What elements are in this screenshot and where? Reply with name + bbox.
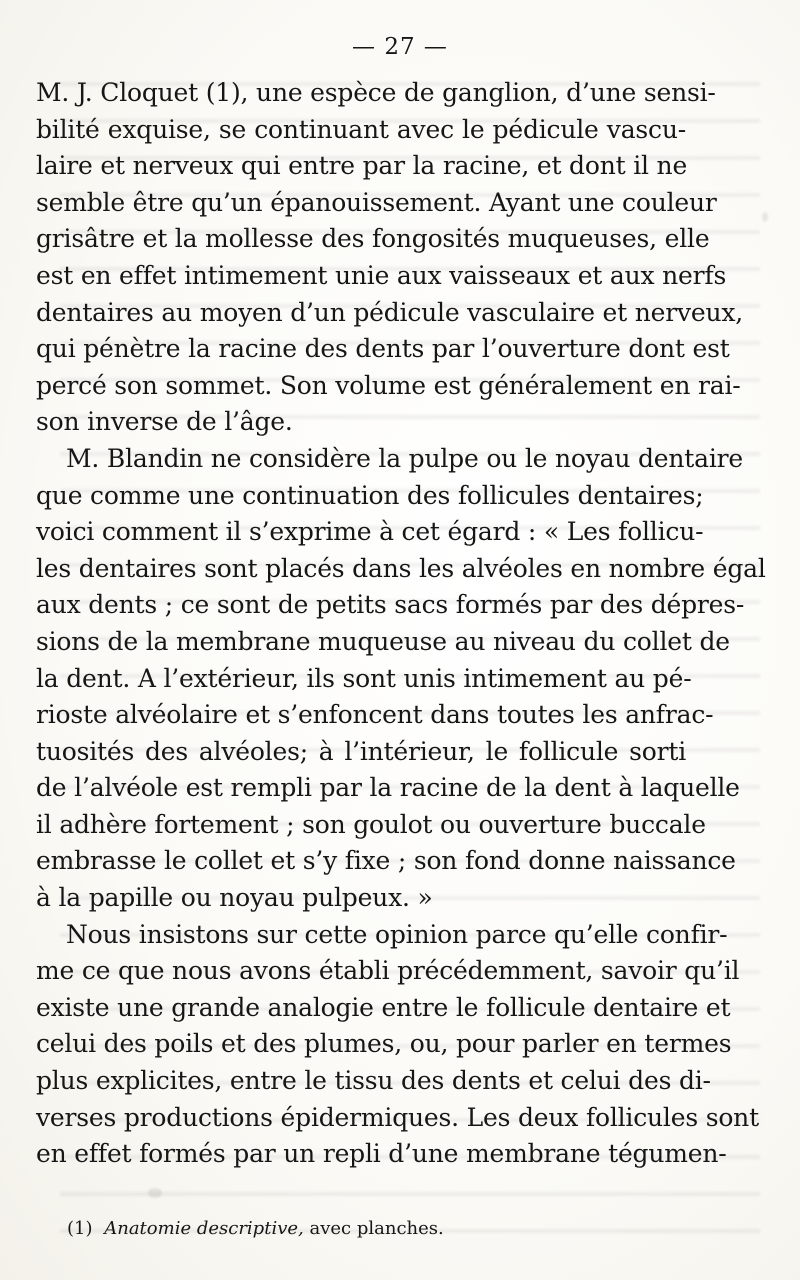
- text-line: existe une grande analogie entre le follicule dentaire et: [36, 992, 731, 1022]
- text-line: bilité exquise, se continuant avec le pédicule vascu-: [36, 114, 686, 144]
- text-line: plus explicites, entre le tissu des dents et celui des di-: [36, 1066, 711, 1096]
- text-line: embrasse le collet et s’y fixe ; son fond donne naissance: [36, 846, 736, 876]
- text-line: qui pénètre la racine des dents par l’ouverture dont est: [36, 334, 730, 364]
- ink-smudge: [148, 1188, 162, 1198]
- text-line: verses productions épidermiques. Les deux follicules sont: [36, 1102, 759, 1132]
- text-line: tuosités des alvéoles; à l’intérieur, le follicule sorti: [36, 736, 686, 766]
- footnote-marker: (1): [67, 1218, 93, 1239]
- text-line: me ce que nous avons établi précédemment, savoir qu’il: [36, 956, 740, 986]
- text-line: de l’alvéole est rempli par la racine de la dent à laquelle: [36, 773, 740, 803]
- text-line: voici comment il s’exprime à cet égard : « Les follicu-: [36, 517, 704, 547]
- text-line: grisâtre et la mollesse des fongosités muqueuses, elle: [36, 224, 710, 254]
- footnote-text: avec planches.: [309, 1218, 444, 1239]
- ink-smudge: [762, 212, 768, 222]
- text-line: percé son sommet. Son volume est généralement en rai-: [36, 370, 741, 400]
- text-line: M. Blandin ne considère la pulpe ou le noyau dentaire: [66, 443, 743, 473]
- text-line: celui des poils et des plumes, ou, pour parler en termes: [36, 1029, 732, 1059]
- text-line: à la papille ou noyau pulpeux. »: [36, 883, 433, 913]
- text-line: Nous insistons sur cette opinion parce qu’elle confir-: [66, 919, 728, 949]
- text-line: en effet formés par un repli d’une membrane tégumen-: [36, 1139, 727, 1169]
- text-line: son inverse de l’âge.: [36, 407, 293, 437]
- text-line: semble être qu’un épanouissement. Ayant une couleur: [36, 187, 717, 217]
- text-line: rioste alvéolaire et s’enfoncent dans toutes les anfrac-: [36, 700, 714, 730]
- text-line: dentaires au moyen d’un pédicule vasculaire et nerveux,: [36, 297, 744, 327]
- body-text: [36, 75, 766, 1173]
- text-line: la dent. A l’extérieur, ils sont unis intimement au pé-: [36, 663, 692, 693]
- text-line: est en effet intimement unie aux vaisseaux et aux nerfs: [36, 260, 727, 290]
- text-line: laire et nerveux qui entre par la racine, et dont il ne: [36, 151, 688, 181]
- footnote: [67, 1218, 444, 1239]
- text-line: sions de la membrane muqueuse au niveau du collet de: [36, 626, 730, 656]
- text-line: il adhère fortement ; son goulot ou ouverture buccale: [36, 809, 706, 839]
- page-number: — 27 —: [352, 34, 448, 60]
- text-line: M. J. Cloquet (1), une espèce de ganglion, d’une sensi-: [36, 78, 716, 107]
- text-line: aux dents ; ce sont de petits sacs formés par des dépres-: [36, 590, 745, 620]
- text-line: les dentaires sont placés dans les alvéoles en nombre égal: [36, 553, 766, 583]
- text-line: que comme une continuation des follicules dentaires;: [36, 480, 704, 510]
- footnote-citation: Anatomie descriptive,: [104, 1218, 304, 1239]
